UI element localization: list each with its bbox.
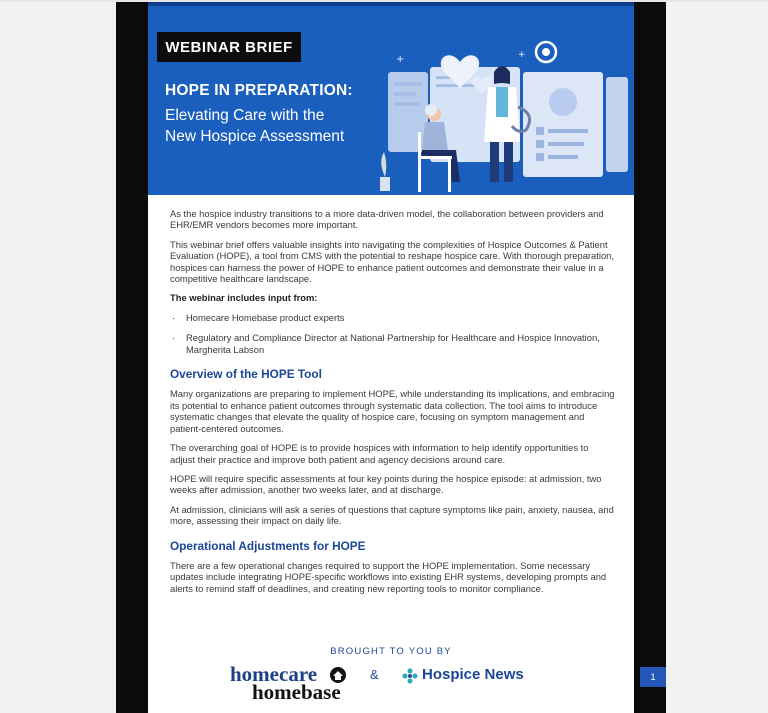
- screen-panel-right: [523, 72, 603, 177]
- operational-heading: Operational Adjustments for HOPE: [170, 538, 366, 553]
- hero-subtitle-line-2: New Hospice Assessment: [165, 128, 345, 145]
- hero-subtitle-line-1: Elevating Care with the: [165, 107, 325, 124]
- intro-paragraph-1: As the hospice industry transitions to a more data-driven model, the collaboration between providers and EHR/EMR vendors becomes more important.: [170, 208, 604, 231]
- document-page: [148, 2, 634, 713]
- plant-icon: [380, 152, 390, 191]
- overview-paragraph-4: At admission, clinicians will ask a series of questions that capture symptoms like pain, anxiety, nausea, and more, assessing their impact on daily life.: [170, 503, 614, 527]
- hero-banner: [148, 2, 634, 195]
- webinar-brief-badge: WEBINAR BRIEF: [157, 32, 301, 62]
- hero-title: HOPE IN PREPARATION:: [165, 82, 353, 99]
- overview-heading: Overview of the HOPE Tool: [170, 367, 322, 382]
- list-item-text: Regulatory and Compliance Director at National Partnership for Healthcare and Hospice Innovation, Margherita Labson: [186, 332, 600, 355]
- screen-panel-edge: [606, 77, 628, 172]
- page-margin-right: [634, 2, 666, 713]
- overview-paragraph-3: HOPE will require specific assessments at four key points during the hospice episode: at admission, two weeks after admission, another two weeks later, and at discharge.: [170, 472, 602, 496]
- logo-homebase-text: homebase: [252, 680, 341, 704]
- list-item: [170, 332, 616, 355]
- logo-homecare-text: homecare: [230, 662, 318, 686]
- gear-icon: [536, 42, 556, 62]
- list-item-text: Homecare Homebase product experts: [186, 311, 345, 323]
- operational-paragraph-1: There are a few operational changes required to support the HOPE implementation. Some necessary updates include integrating HOPE-specific workflows into existing EHR systems, developing prompts and alerts to remind staff of deadlines, and creating new reporting tools to monitor compliance.: [170, 559, 607, 594]
- overview-paragraph-2: The overarching goal of HOPE is to provide hospices with information to help identify opportunities to adjust their practice and improve both patient and agency decisions around care.: [170, 442, 589, 465]
- medical-cross-icon: +: [396, 54, 405, 65]
- ampersand: &: [370, 667, 379, 682]
- page-margin-left: [116, 2, 148, 713]
- hero-top-strip: [148, 2, 634, 6]
- homecare-homebase-logo-icon: [230, 662, 355, 702]
- hospice-news-text: Hospice News: [422, 666, 524, 683]
- hospice-news-logo-icon: [402, 668, 418, 684]
- intro-paragraph-2: This webinar brief offers valuable insights into navigating the complexities of Hospice Outcomes & Patient Evaluation (HOPE), a tool from CMS with the potential to reshape hospice care. With thorough preparation, hospices can harness the power of HOPE to enhance patient outcomes and demonstrate their value in a competitive healthcare landscape.: [170, 238, 614, 285]
- overview-paragraph-1: Many organizations are preparing to implement HOPE, while understanding its implications, and embracing its potential to enhance patient outcomes through systematic data collection. The tool aims to introduce systematic changes that elevate the quality of hospice care, focusing on symptom management and patient-centered outcomes.: [170, 388, 615, 434]
- brought-by-label: BROUGHT TO YOU BY: [330, 646, 452, 657]
- input-heading: The webinar includes input from:: [170, 292, 318, 304]
- hero-illustration: [378, 32, 634, 195]
- list-item: [170, 312, 616, 323]
- medical-cross-icon-2: +: [518, 50, 526, 60]
- bullet-dot: ·: [172, 332, 176, 344]
- body-content: [170, 208, 616, 602]
- brain-icon: [549, 88, 577, 116]
- bullet-dot: ·: [172, 311, 176, 323]
- screen-panel-left: [388, 72, 428, 152]
- hospice-news-logo: [402, 665, 542, 687]
- page-number-badge: 1: [640, 667, 666, 687]
- checklist-icon: [536, 127, 544, 135]
